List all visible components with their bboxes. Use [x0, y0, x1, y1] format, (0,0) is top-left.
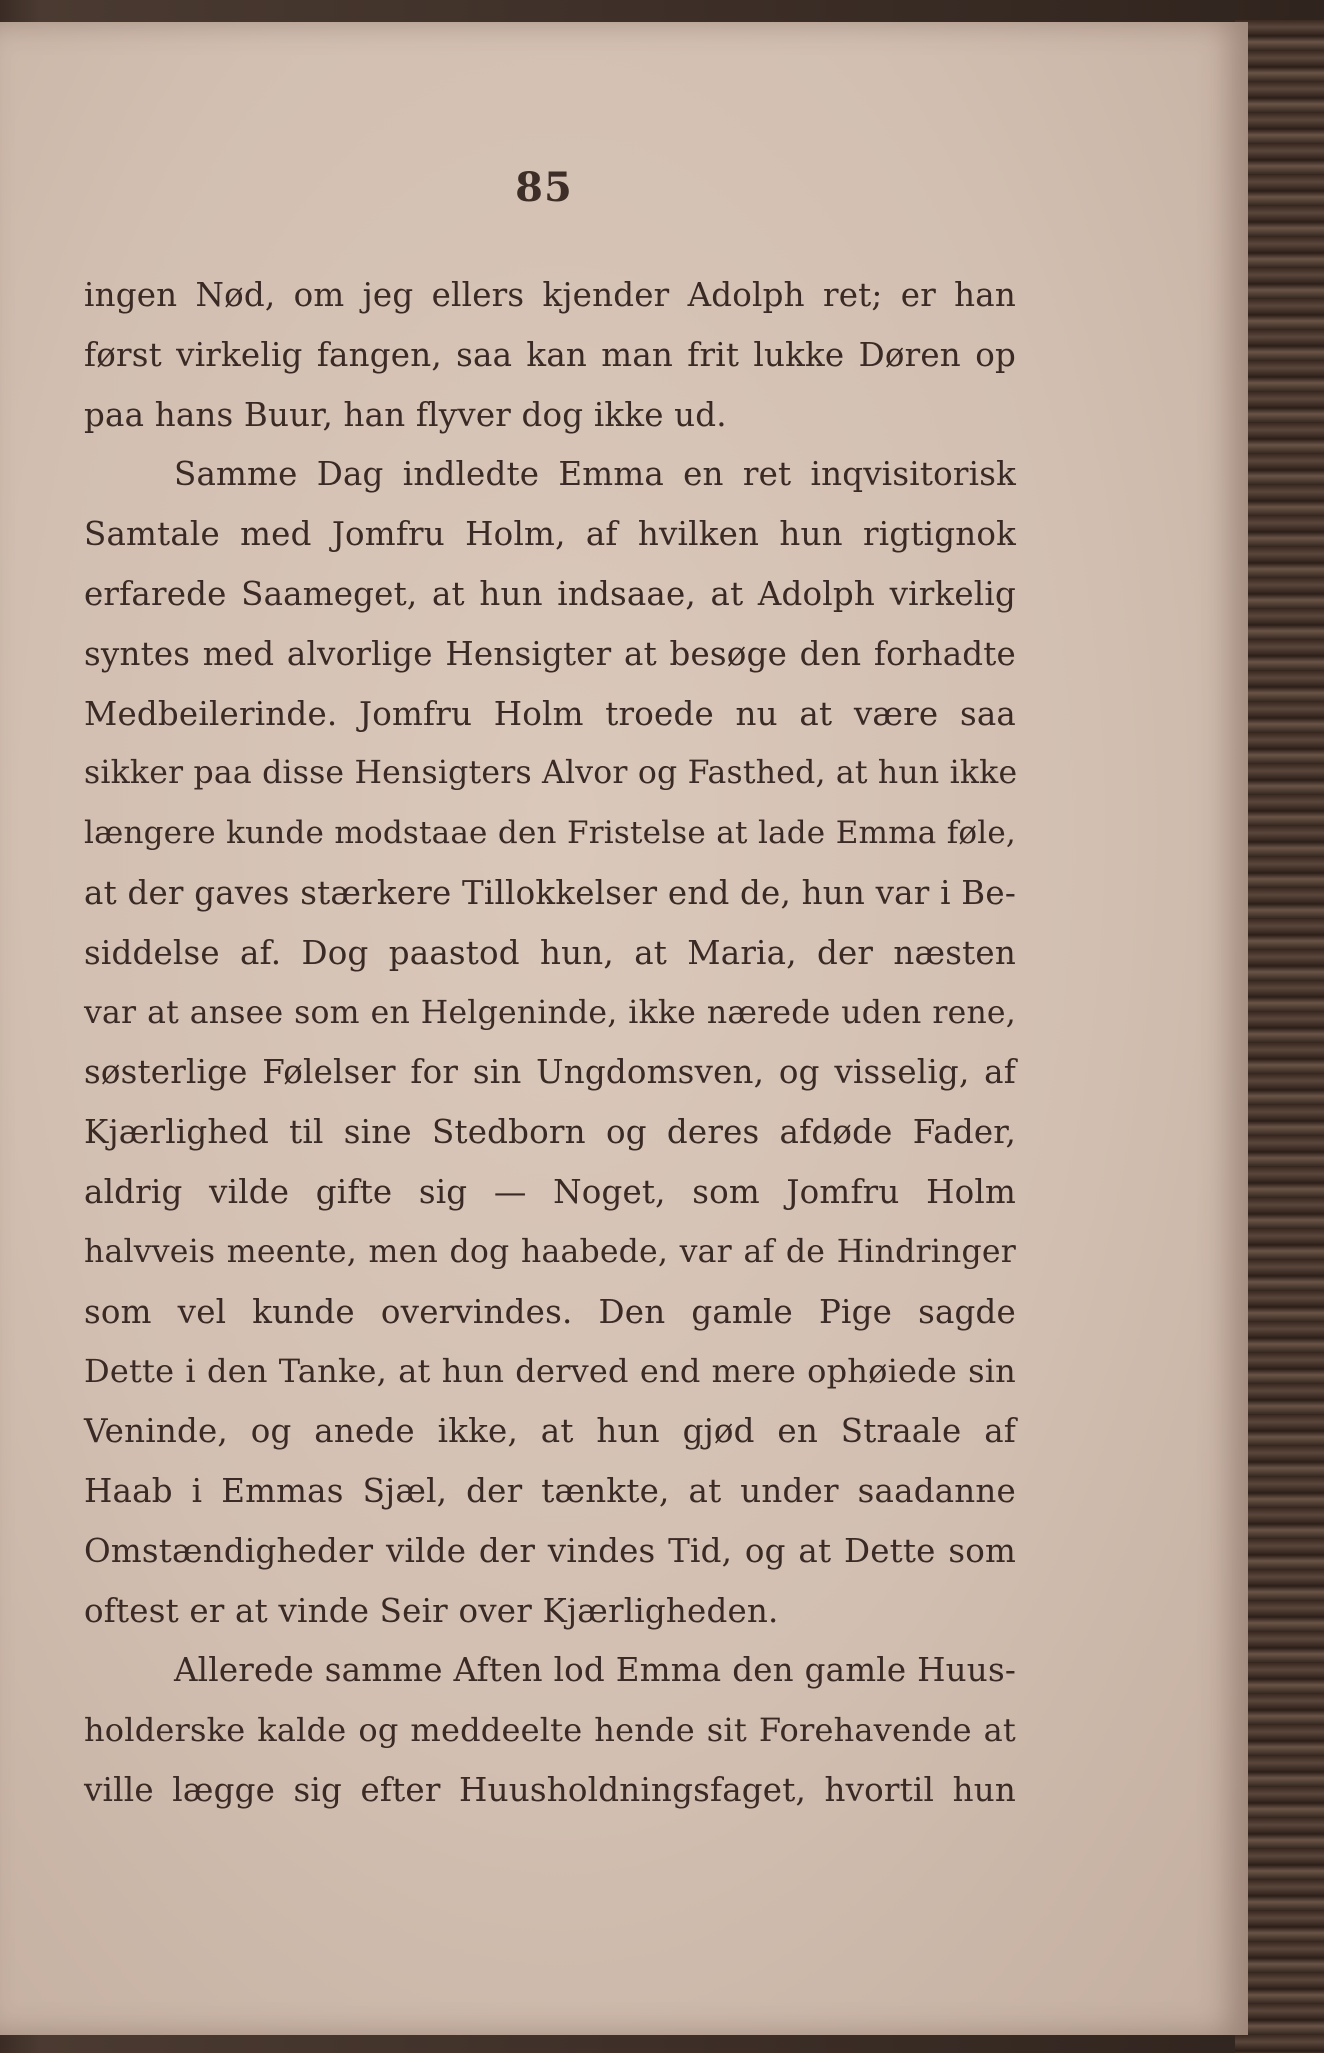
text-line: siddelse af. Dog paastod hun, at Maria, der næsten — [84, 933, 1016, 972]
body-text — [84, 266, 1016, 1821]
text-line: Samtale med Jomfru Holm, af hvilken hun rigtignok — [84, 515, 1016, 554]
text-line: sikker paa disse Hensigters Alvor og Fasthed, at hun ikke — [84, 755, 1018, 792]
text-line: ville lægge sig efter Huusholdningsfaget, hvortil hun — [84, 1770, 1016, 1809]
text-line: ingen Nød, om jeg ellers kjender Adolph ret; er han — [84, 276, 1016, 314]
text-line: Haab i Emmas Sjæl, der tænkte, at under saadanne — [84, 1471, 1016, 1510]
text-line: Samme Dag indledte Emma en ret inqvisitorisk — [174, 455, 1016, 494]
text-line: halvveis meente, men dog haabede, var af de Hindringer — [84, 1233, 1016, 1270]
text-line: at der gaves stærkere Tillokkelser end de, hun var i Be- — [84, 873, 1016, 912]
page-number: 85 — [515, 164, 573, 211]
book-page-edge — [1235, 20, 1324, 2053]
book-page — [0, 22, 1248, 2035]
text-line: Veninde, og anede ikke, at hun gjød en Straale af — [84, 1412, 1016, 1451]
text-line: aldrig vilde gifte sig — Noget, som Jomfru Holm — [84, 1172, 1016, 1211]
text-line: Kjærlighed til sine Stedborn og deres afdøde Fader, — [84, 1113, 1016, 1152]
text-line: var at ansee som en Helgeninde, ikke nærede uden rene, — [84, 994, 1016, 1031]
text-line: erfarede Saameget, at hun indsaae, at Adolph virkelig — [84, 574, 1016, 613]
text-line: syntes med alvorlige Hensigter at besøge den forhadte — [84, 634, 1016, 673]
text-line: først virkelig fangen, saa kan man frit lukke Døren op — [84, 335, 1016, 374]
text-line: oftest er at vinde Seir over Kjærligheden. — [84, 1591, 779, 1630]
text-line: søsterlige Følelser for sin Ungdomsven, og visselig, af — [84, 1053, 1016, 1092]
text-line: som vel kunde overvindes. Den gamle Pige sagde — [84, 1292, 1016, 1331]
text-line: paa hans Buur, han flyver dog ikke ud. — [84, 395, 727, 434]
text-line: længere kunde modstaae den Fristelse at lade Emma føle, — [84, 815, 1016, 852]
text-line: Omstændigheder vilde der vindes Tid, og at Dette som — [84, 1531, 1016, 1570]
text-line: Allerede samme Aften lod Emma den gamle Huus- — [174, 1651, 1016, 1690]
text-line: holderske kalde og meddeelte hende sit Forehavende at — [84, 1711, 1016, 1750]
text-line: Medbeilerinde. Jomfru Holm troede nu at være saa — [84, 694, 1016, 733]
text-line: Dette i den Tanke, at hun derved end mere ophøiede sin — [84, 1352, 1016, 1391]
